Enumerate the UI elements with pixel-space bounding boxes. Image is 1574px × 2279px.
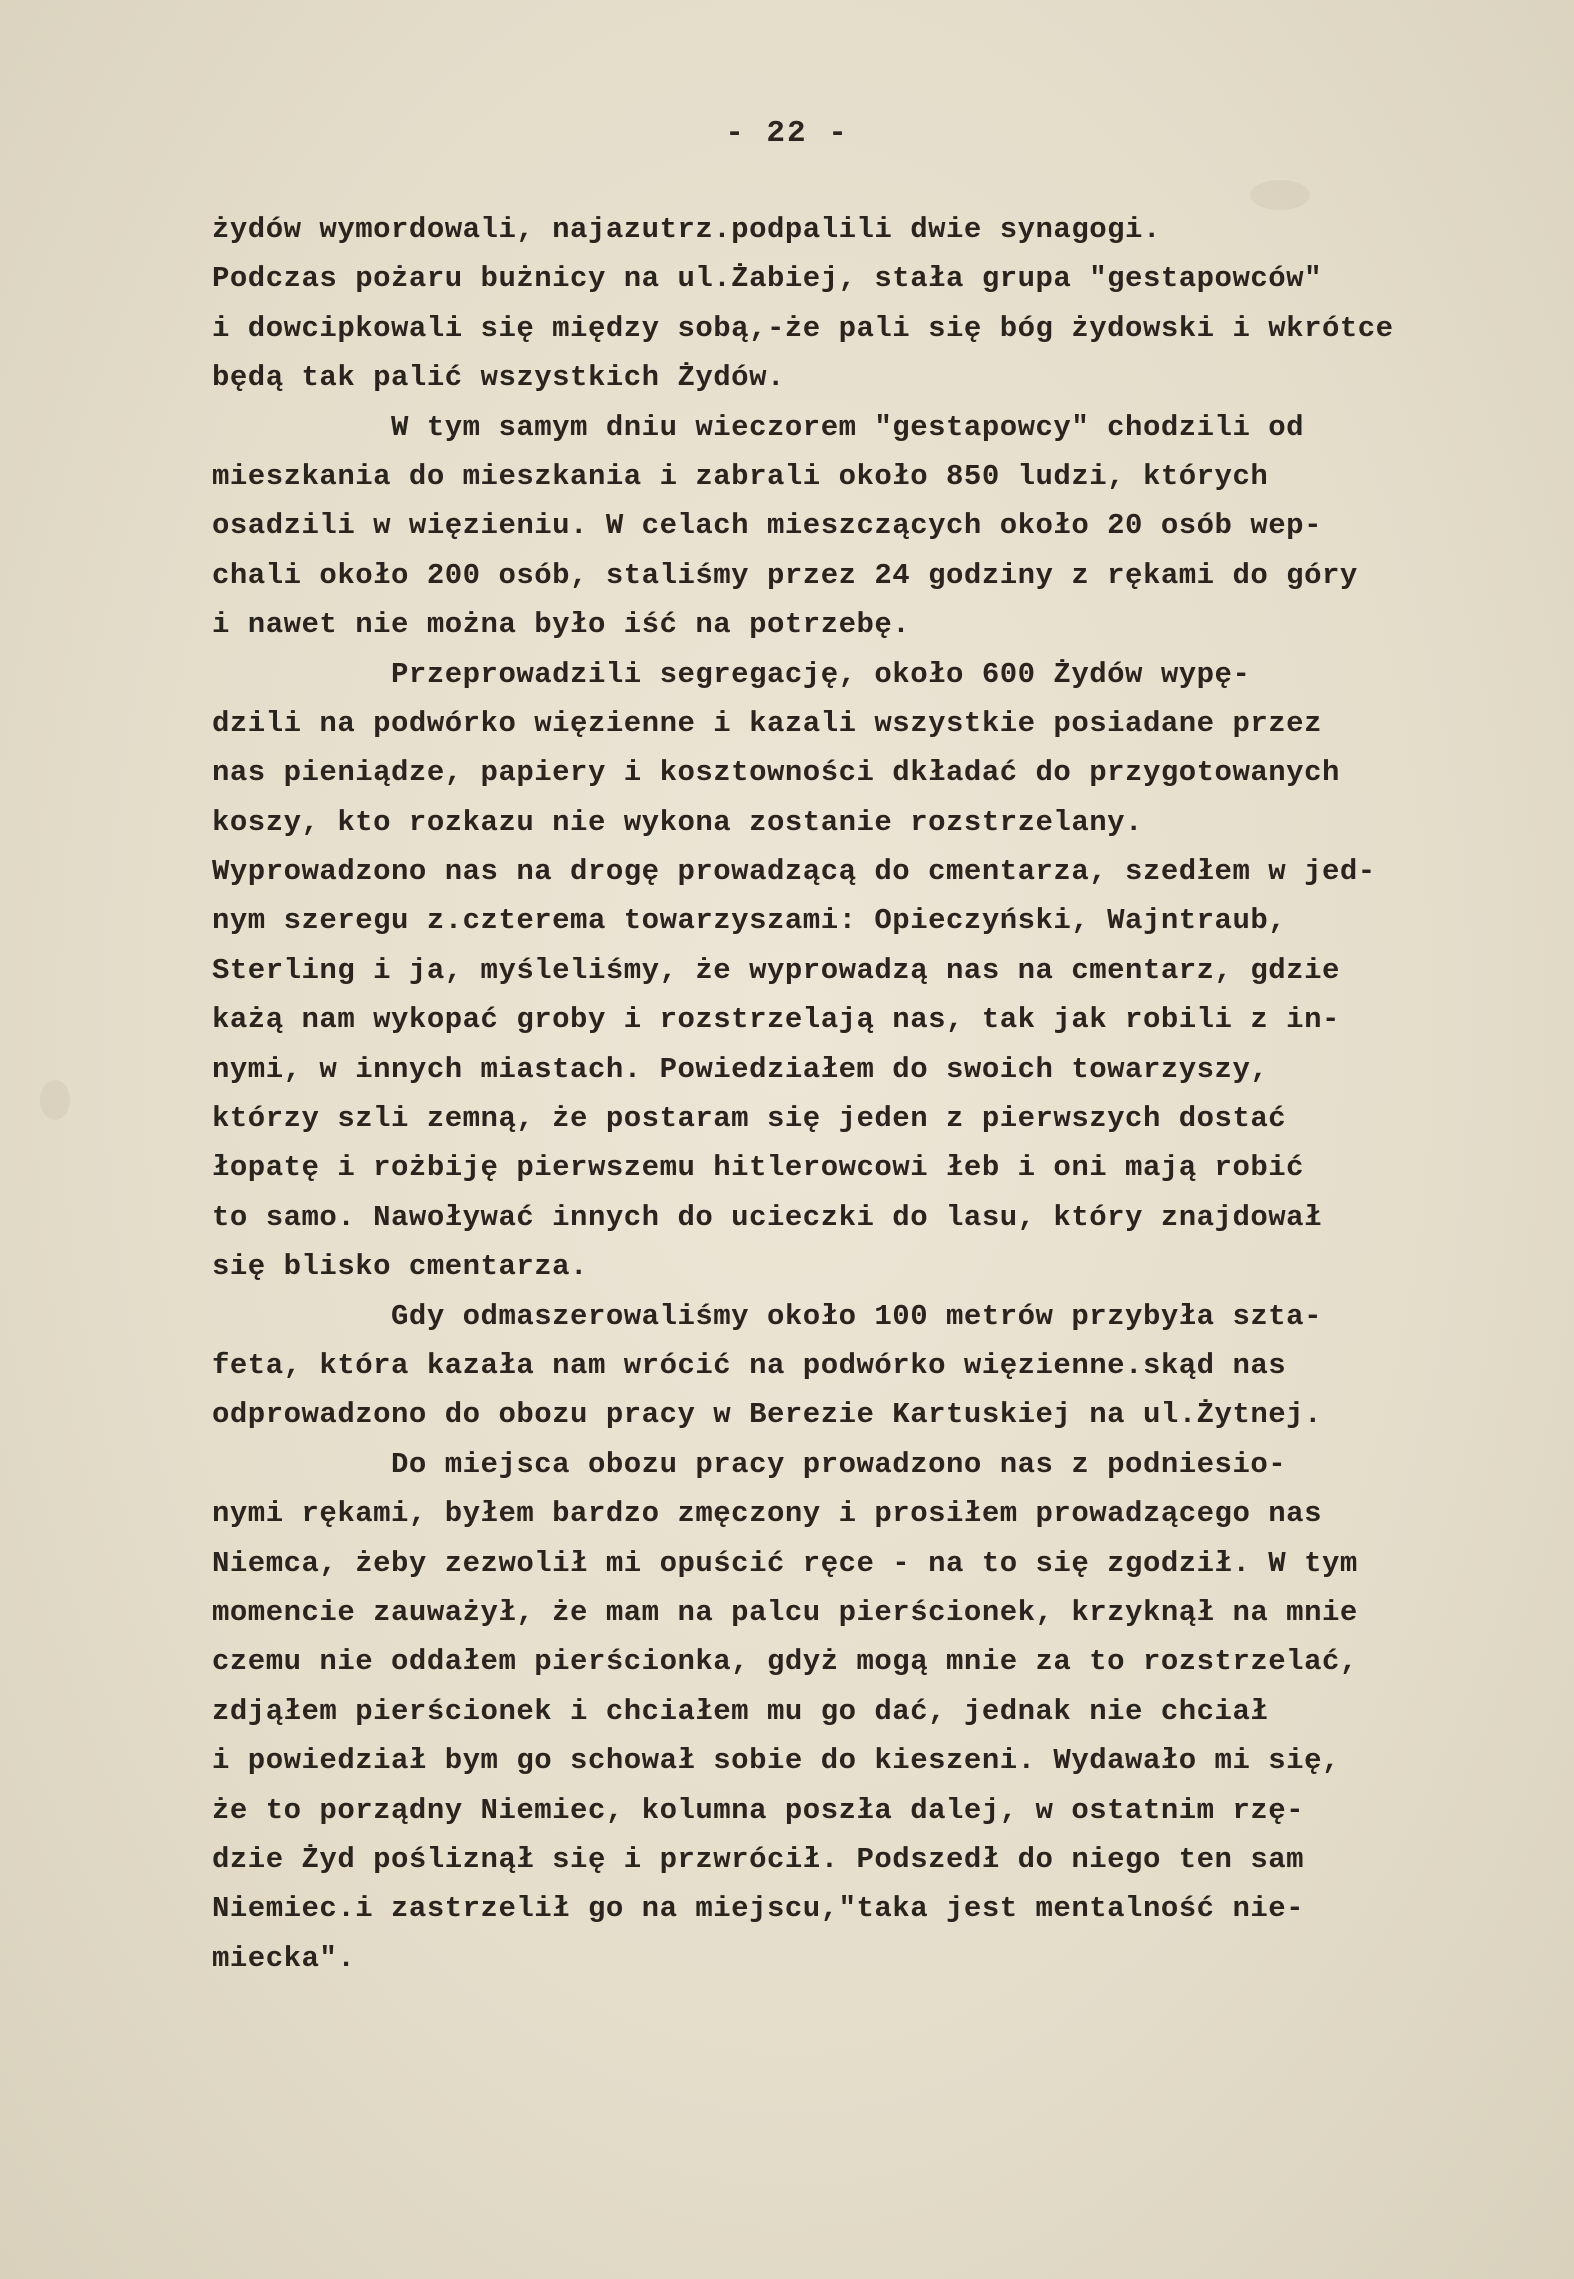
- text-line: którzy szli zemną, że postaram się jeden z pierwszych dostać: [212, 1102, 1287, 1136]
- text-line: i dowcipkowali się między sobą,-że pali się bóg żydowski i wkrótce: [212, 311, 1394, 345]
- text-line: będą tak palić wszystkich Żydów.: [212, 361, 785, 395]
- text-line: się blisko cmentarza.: [212, 1250, 588, 1284]
- text-line: osadzili w więzieniu. W celach mieszczących około 20 osób wep-: [212, 509, 1322, 543]
- text-line: dzie Żyd pośliznął się i przwrócił. Podszedł do niego ten sam: [212, 1842, 1305, 1876]
- text-line: czemu nie oddałem pierścionka, gdyż mogą mnie za to rozstrzelać,: [212, 1645, 1358, 1679]
- text-line: Gdy odmaszerowaliśmy około 100 metrów przybyła szta-: [212, 1299, 1322, 1333]
- text-line: odprowadzono do obozu pracy w Berezie Kartuskiej na ul.Żytnej.: [212, 1398, 1322, 1432]
- text-line: Przeprowadzili segregację, około 600 Żydów wypę-: [212, 657, 1251, 691]
- text-line: Niemiec.i zastrzelił go na miejscu,"taka jest mentalność nie-: [212, 1892, 1305, 1926]
- text-line: koszy, kto rozkazu nie wykona zostanie rozstrzelany.: [212, 805, 1143, 839]
- text-line: feta, która kazała nam wrócić na podwórko więzienne.skąd nas: [212, 1348, 1287, 1382]
- text-line: mieszkania do mieszkania i zabrali około 850 ludzi, których: [212, 459, 1269, 493]
- text-line: dzili na podwórko więzienne i kazali wszystkie posiadane przez: [212, 706, 1322, 740]
- text-line: nym szeregu z.czterema towarzyszami: Opieczyński, Wajntraub,: [212, 904, 1287, 938]
- typewritten-body: [212, 205, 1562, 1983]
- text-line: momencie zauważył, że mam na palcu pierścionek, krzyknął na mnie: [212, 1595, 1358, 1629]
- text-line: i nawet nie można było iść na potrzebę.: [212, 608, 911, 642]
- text-line: Podczas pożaru bużnicy na ul.Żabiej, stała grupa "gestapowców": [212, 262, 1322, 296]
- text-line: miecka".: [212, 1941, 356, 1975]
- text-line: nas pieniądze, papiery i kosztowności dkładać do przygotowanych: [212, 756, 1340, 790]
- text-line: łopatę i rożbiję pierwszemu hitlerowcowi łeb i oni mają robić: [212, 1151, 1305, 1185]
- text-line: nymi rękami, byłem bardzo zmęczony i prosiłem prowadzącego nas: [212, 1497, 1322, 1531]
- text-line: każą nam wykopać groby i rozstrzelają nas, tak jak robili z in-: [212, 1003, 1340, 1037]
- text-line: żydów wymordowali, najazutrz.podpalili dwie synagogi.: [212, 213, 1161, 246]
- text-line: Do miejsca obozu pracy prowadzono nas z podniesio-: [212, 1447, 1287, 1481]
- text-line: chali około 200 osób, staliśmy przez 24 godziny z rękami do góry: [212, 558, 1358, 592]
- text-line: W tym samym dniu wieczorem "gestapowcy" chodzili od: [212, 410, 1305, 444]
- page-number: - 22 -: [725, 116, 849, 151]
- paper-stain: [40, 1080, 70, 1120]
- text-line: zdjąłem pierścionek i chciałem mu go dać, jednak nie chciał: [212, 1694, 1269, 1728]
- text-line: i powiedział bym go schował sobie do kieszeni. Wydawało mi się,: [212, 1744, 1340, 1778]
- text-line: Sterling i ja, myśleliśmy, że wyprowadzą nas na cmentarz, gdzie: [212, 953, 1340, 987]
- text-line: Wyprowadzono nas na drogę prowadzącą do cmentarza, szedłem w jed-: [212, 855, 1376, 889]
- text-line: Niemca, żeby zezwolił mi opuścić ręce - na to się zgodził. W tym: [212, 1546, 1358, 1580]
- text-line: to samo. Nawoływać innych do ucieczki do lasu, który znajdował: [212, 1200, 1322, 1234]
- text-line: że to porządny Niemiec, kolumna poszła dalej, w ostatnim rzę-: [212, 1793, 1305, 1827]
- text-line: nymi, w innych miastach. Powiedziałem do swoich towarzyszy,: [212, 1052, 1269, 1086]
